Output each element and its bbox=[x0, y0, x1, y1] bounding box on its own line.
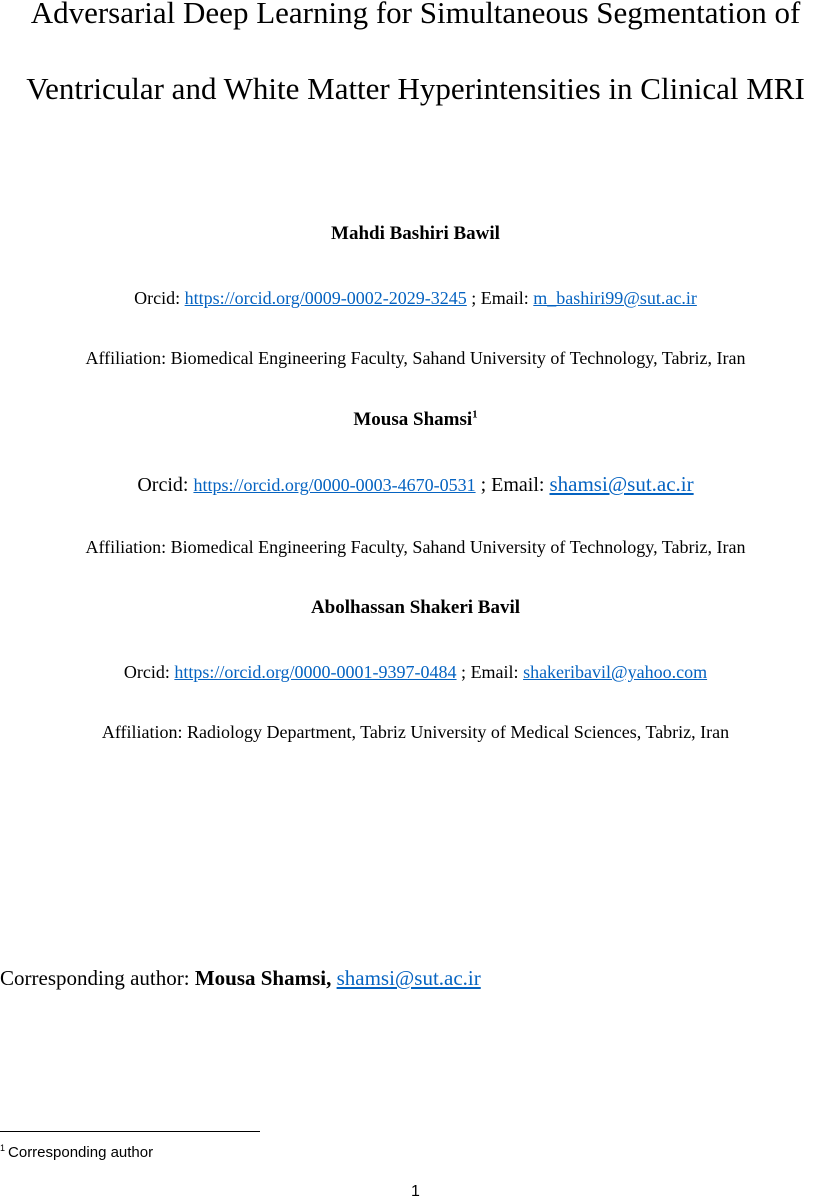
author-1-email-link[interactable]: m_bashiri99@sut.ac.ir bbox=[533, 288, 697, 308]
author-3-orcid-link[interactable]: https://orcid.org/0000-0001-9397-0484 bbox=[174, 662, 457, 682]
author-2-affiliation: Affiliation: Biomedical Engineering Faculty, Sahand University of Technology, Tabriz, Iran bbox=[85, 537, 746, 557]
orcid-label: Orcid: bbox=[137, 474, 189, 496]
separator: ; bbox=[480, 474, 487, 496]
email-label: Email: bbox=[480, 288, 529, 308]
corresponding-name: Mousa Shamsi, bbox=[194, 966, 332, 990]
corresponding-email-link[interactable]: shamsi@sut.ac.ir bbox=[336, 966, 481, 990]
author-name-3-text: Abolhassan Shakeri Bavil bbox=[310, 597, 521, 618]
paper-title-line-2: Ventricular and White Matter Hyperintensities in Clinical MRI bbox=[26, 71, 805, 106]
author-name-2 bbox=[0, 408, 831, 432]
orcid-label: Orcid: bbox=[134, 288, 181, 308]
author-2-contact bbox=[0, 472, 831, 497]
author-name-2-text: Mousa Shamsi bbox=[353, 409, 473, 430]
paper-title-line-1: Adversarial Deep Learning for Simultaneous Segmentation of bbox=[30, 0, 801, 30]
author-2-email-link[interactable]: shamsi@sut.ac.ir bbox=[549, 472, 694, 496]
footnote bbox=[0, 1142, 153, 1164]
author-3-affiliation: Affiliation: Radiology Department, Tabriz University of Medical Sciences, Tabriz, Iran bbox=[101, 722, 730, 742]
footnote-separator bbox=[0, 1131, 260, 1132]
separator: ; bbox=[461, 662, 467, 682]
author-1-orcid-link[interactable]: https://orcid.org/0009-0002-2029-3245 bbox=[184, 288, 467, 308]
author-1-contact bbox=[0, 286, 831, 310]
page-number: 1 bbox=[411, 1183, 420, 1200]
email-label: Email: bbox=[470, 662, 519, 682]
corresponding-label: Corresponding author: bbox=[0, 966, 190, 990]
footnote-marker-sup: 1 bbox=[472, 408, 478, 421]
author-name-3 bbox=[0, 596, 831, 620]
author-3-contact bbox=[0, 660, 831, 684]
orcid-label: Orcid: bbox=[123, 662, 170, 682]
author-1-affiliation: Affiliation: Biomedical Engineering Faculty, Sahand University of Technology, Tabriz, Iran bbox=[85, 348, 746, 368]
author-3-email-link[interactable]: shakeribavil@yahoo.com bbox=[523, 662, 708, 682]
separator: ; bbox=[471, 288, 477, 308]
author-2-orcid-link[interactable]: https://orcid.org/0000-0003-4670-0531 bbox=[193, 475, 476, 495]
corresponding-author-line bbox=[0, 964, 481, 992]
footnote-marker: 1 bbox=[0, 1143, 6, 1153]
author-name-1-text: Mahdi Bashiri Bawil bbox=[331, 223, 500, 244]
footnote-text: Corresponding author bbox=[8, 1144, 154, 1161]
author-name-1 bbox=[0, 222, 831, 246]
email-label: Email: bbox=[491, 474, 545, 496]
